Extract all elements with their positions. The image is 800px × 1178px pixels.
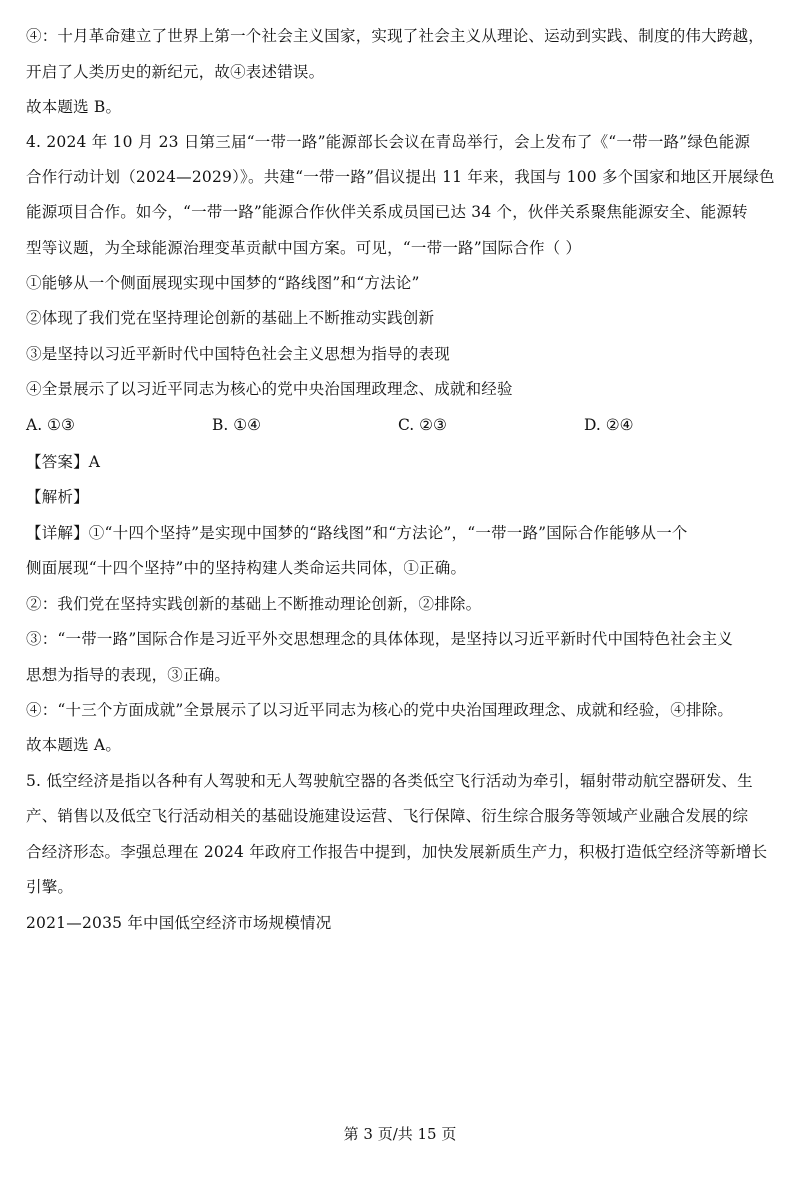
explanation-line: 【详解】①“十四个坚持”是实现中国梦的“路线图”和“方法论”，“一带一路”国际合作能够从一个	[26, 524, 688, 542]
text-line: ④：十月革命建立了世界上第一个社会主义国家，实现了社会主义从理论、运动到实践、制度的伟大跨越，	[26, 27, 764, 45]
explanation-line: 侧面展现“十四个坚持”中的坚持构建人类命运共同体，①正确。	[26, 559, 467, 577]
text-line: 开启了人类历史的新纪元，故④表述错误。	[26, 63, 325, 81]
explanation-line: ④：“十三个方面成就”全景展示了以习近平同志为核心的党中央治国理政理念、成就和经验，④排除。	[26, 701, 734, 719]
question-5-stem: 5. 低空经济是指以各种有人驾驶和无人驾驶航空器的各类低空飞行活动为牵引，辐射带动航空器研发、生	[26, 772, 753, 790]
question-5-stem: 产、销售以及低空飞行活动相关的基础设施建设运营、飞行保障、衍生综合服务等领域产业融合发展的综	[26, 807, 749, 825]
text-line: 故本题选 B。	[26, 98, 122, 116]
question-4-stem: 4. 2024 年 10 月 23 日第三届“一带一路”能源部长会议在青岛举行，会上发布了《“一带一路”绿色能源	[26, 133, 751, 151]
explanation-line: 故本题选 A。	[26, 736, 122, 754]
question-4-stem: 能源项目合作。如今，“一带一路”能源合作伙伴关系成员国已达 34 个，伙伴关系聚焦能源安全、能源转	[26, 203, 748, 221]
option-c: C. ②③	[398, 416, 447, 434]
statement-2: ②体现了我们党在坚持理论创新的基础上不断推动实践创新	[26, 309, 435, 327]
question-4-stem: 合作行动计划（2024—2029）》。共建“一带一路”倡议提出 11 年来，我国与 100 多个国家和地区开展绿色	[26, 168, 775, 186]
option-d: D. ②④	[584, 416, 634, 434]
answer-label: 【答案】A	[26, 453, 101, 471]
option-b: B. ①④	[212, 416, 262, 434]
explanation-line: ③：“一带一路”国际合作是习近平外交思想理念的具体体现，是坚持以习近平新时代中国特色社会主义	[26, 630, 734, 648]
question-5-stem: 合经济形态。李强总理在 2024 年政府工作报告中提到，加快发展新质生产力，积极打造低空经济等新增长	[26, 843, 768, 861]
answer-options	[26, 415, 780, 437]
question-5-stem: 引擎。	[26, 878, 74, 896]
chart-caption: 2021—2035 年中国低空经济市场规模情况	[26, 914, 332, 932]
statement-1: ①能够从一个侧面展现实现中国梦的“路线图”和“方法论”	[26, 274, 420, 292]
statement-3: ③是坚持以习近平新时代中国特色社会主义思想为指导的表现	[26, 345, 450, 363]
page-number: 第 3 页/共 15 页	[343, 1125, 457, 1143]
analysis-label: 【解析】	[26, 488, 89, 506]
statement-4: ④全景展示了以习近平同志为核心的党中央治国理政理念、成就和经验	[26, 380, 513, 398]
explanation-line: ②：我们党在坚持实践创新的基础上不断推动理论创新，②排除。	[26, 595, 482, 613]
question-4-stem: 型等议题，为全球能源治理变革贡献中国方案。可见，“一带一路”国际合作（ ）	[26, 239, 582, 257]
option-a: A. ①③	[26, 416, 75, 434]
explanation-line: 思想为指导的表现，③正确。	[26, 666, 231, 684]
